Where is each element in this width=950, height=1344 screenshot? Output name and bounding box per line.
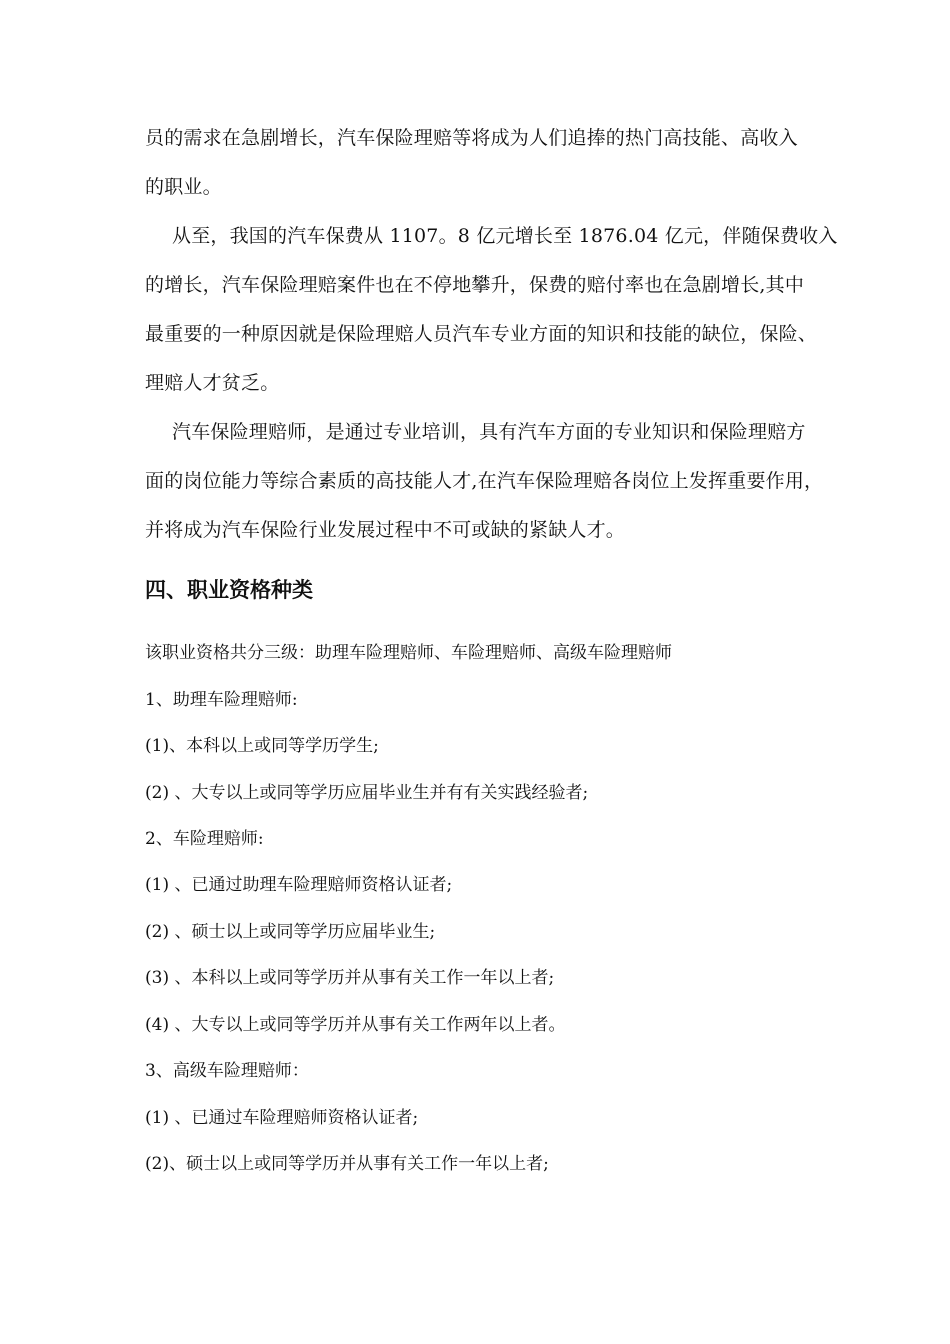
level-2-item-2: (2) 、硕士以上或同等学历应届毕业生;: [145, 922, 436, 942]
level-3-item-2: (2)、硕士以上或同等学历并从事有关工作一年以上者;: [145, 1154, 549, 1174]
paragraph-3-line-3: 并将成为汽车保险行业发展过程中不可或缺的紧缺人才。: [145, 519, 626, 541]
section-heading: 四、职业资格种类: [145, 578, 313, 602]
paragraph-2-line-1: 从至，我国的汽车保费从 1107。8 亿元增长至 1876.04 亿元，伴随保费收入: [172, 225, 838, 247]
paragraph-1-line-1: 员的需求在急剧增长，汽车保险理赔等将成为人们追捧的热门高技能、高收入: [145, 127, 798, 149]
level-2-title: 2、车险理赔师:: [145, 829, 264, 849]
level-3-title: 3、高级车险理赔师：: [145, 1061, 309, 1081]
paragraph-2-line-4: 理赔人才贫乏。: [145, 372, 280, 394]
level-2-item-4: (4) 、大专以上或同等学历并从事有关工作两年以上者。: [145, 1015, 566, 1035]
paragraph-1-line-2: 的职业。: [145, 176, 222, 198]
paragraph-3-line-2: 面的岗位能力等综合素质的高技能人才,在汽车保险理赔各岗位上发挥重要作用，: [145, 470, 824, 492]
level-2-item-1: (1) 、已通过助理车险理赔师资格认证者;: [145, 875, 453, 895]
paragraph-2-line-3: 最重要的一种原因就是保险理赔人员汽车专业方面的知识和技能的缺位，保险、: [145, 323, 818, 345]
level-2-item-3: (3) 、本科以上或同等学历并从事有关工作一年以上者;: [145, 968, 555, 988]
paragraph-3-line-1: 汽车保险理赔师，是通过专业培训，具有汽车方面的专业知识和保险理赔方: [172, 421, 806, 443]
level-1-item-1: (1)、本科以上或同等学历学生;: [145, 736, 379, 756]
level-1-item-2: (2) 、大专以上或同等学历应届毕业生并有有关实践经验者;: [145, 783, 589, 803]
qualification-intro: 该职业资格共分三级：助理车险理赔师、车险理赔师、高级车险理赔师: [145, 643, 672, 663]
level-3-item-1: (1) 、已通过车险理赔师资格认证者;: [145, 1108, 419, 1128]
level-1-title: 1、助理车险理赔师:: [145, 690, 298, 710]
paragraph-2-line-2: 的增长，汽车保险理赔案件也在不停地攀升，保费的赔付率也在急剧增长,其中: [145, 274, 805, 296]
